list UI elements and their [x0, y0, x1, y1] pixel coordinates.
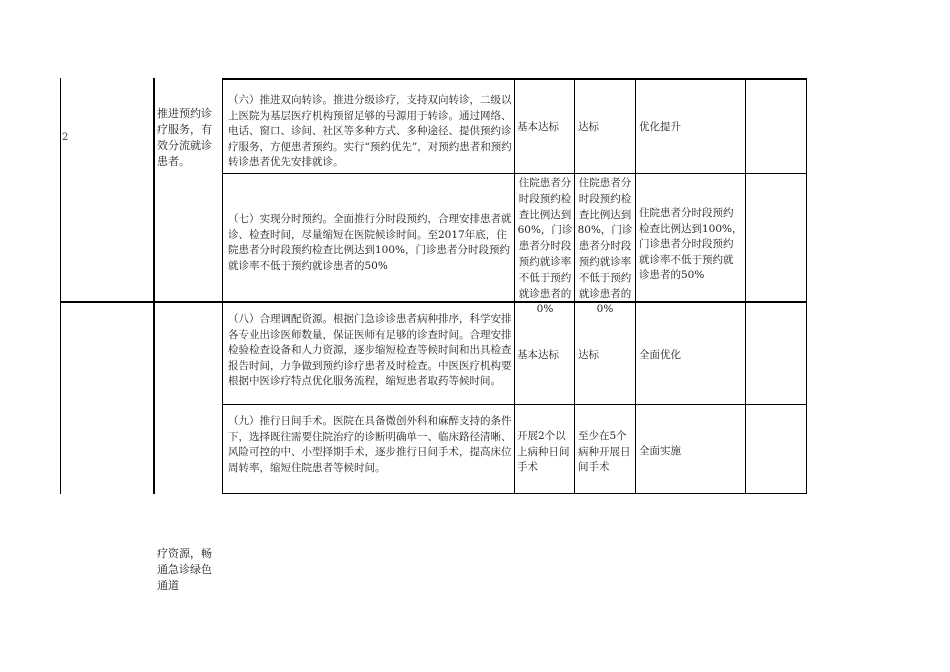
border-col1 [153, 78, 155, 494]
border-group [60, 301, 807, 303]
row-2-standard: 住院患者分时段预约检查比例达到80%，门诊患者分时段预约就诊率不低于预约就诊患者的0% [577, 177, 633, 316]
row-1-basic: 基本达标 [517, 121, 559, 133]
row-3-standard: 达标 [578, 349, 599, 361]
border-top [222, 78, 807, 80]
border-col6 [745, 78, 746, 494]
row-2-basic: 住院患者分时段预约检查比例达到60%，门诊患者分时段预约就诊率不低于预约就诊患者的0% [517, 177, 573, 316]
row-4-standard: 至少在5个病种开展日间手术 [578, 430, 631, 473]
border-left [60, 78, 61, 494]
row-4-basic: 开展2个以上病种日间手术 [517, 430, 570, 473]
row-4-excellent: 全面实施 [639, 445, 681, 457]
border-right [806, 78, 807, 494]
row-1-description: （六）推进双向转诊。推进分级诊疗，支持双向转诊，二级以上医院为基层医疗机构预留足够的号源用于转诊。通过网络、电话、窗口、诊间、社区等多种方式、多种途径、提供预约诊疗服务，方便患者预约。实行“预约优先”，对预约患者和预约转诊患者优先安排就诊。 [228, 94, 512, 168]
border-col3 [514, 78, 515, 494]
row-4-description: （九）推行日间手术。医院在具备微创外科和麻醉支持的条件下，选择既往需要住院治疗的诊断明确单一、临床路径清晰、风险可控的中、小型择期手术，逐步推行日间手术，提高床位周转率，缩短住院患者等候时间。 [228, 415, 512, 474]
row-1-standard: 达标 [578, 121, 599, 133]
group-overflow-label: 疗资源，畅 通急诊绿色 通道 [157, 547, 212, 592]
row-3-excellent: 全面优化 [639, 349, 681, 361]
row-2-description: （七）实现分时预约。全面推行分时段预约，合理安排患者就诊、检查时间，尽量缩短在医院候诊时间。至2017年底，住院患者分时段预约检查比例达到100%，门诊患者分时段预约就诊率不低于预约就诊患者的50% [228, 213, 512, 272]
border-row1 [222, 173, 807, 174]
row-1-excellent: 优化提升 [639, 121, 681, 133]
border-bottom [222, 493, 807, 494]
border-col2 [222, 78, 223, 494]
group-category-label: 推进预约诊 疗服务，有 效分流就诊 患者。 [157, 107, 212, 168]
border-row3 [222, 404, 807, 405]
row-3-basic: 基本达标 [517, 349, 559, 361]
row-3-description: （八）合理调配资源。根据门急诊诊患者病种排序，科学安排各专业出诊医师数量，保证医师有足够的诊查时间。合理安排检验检查设备和人力资源，逐步缩短检查等候时间和出具检查报告时间，力争做到预约诊疗患者及时检查。中医医疗机构要根据中医诊疗特点优化服务流程，缩短患者取药等候时间。 [228, 313, 512, 387]
border-col5 [635, 78, 636, 494]
border-col4 [574, 78, 575, 494]
row-2-excellent: 住院患者分时段预约检查比例达到100%，门诊患者分时段预约就诊率不低于预约就诊患者的50% [639, 207, 743, 281]
group-number: 2 [62, 132, 69, 143]
